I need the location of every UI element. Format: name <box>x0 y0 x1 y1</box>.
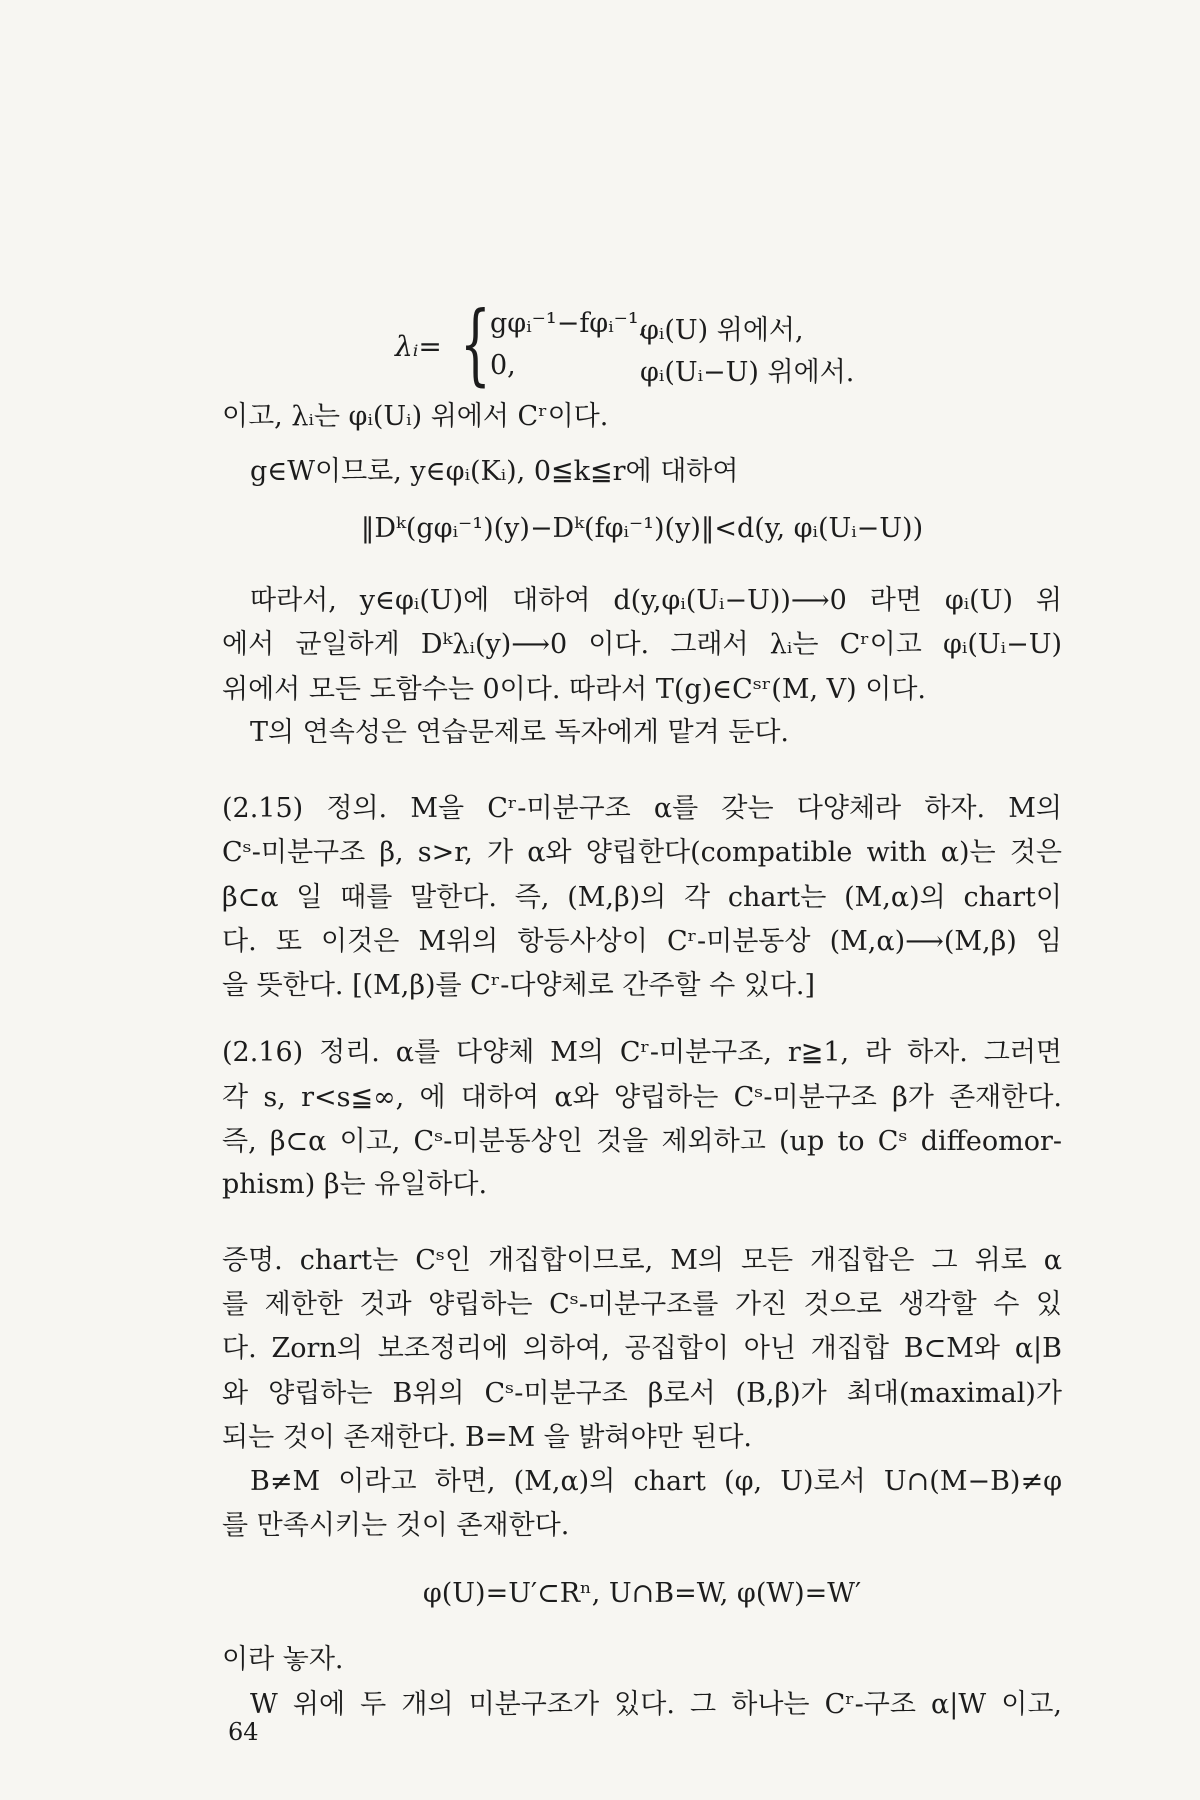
text-line: 를 만족시키는 것이 존재한다. <box>222 1510 570 1541</box>
theorem-heading-line: (2.16) 정리. α를 다양체 M의 Cʳ-미분구조, r≧1, 라 하자. 그러면 <box>222 1037 1062 1068</box>
formula-case1: gφᵢ⁻¹−fφᵢ⁻¹, <box>490 308 648 339</box>
text-line: 다. 또 이것은 M위의 항등사상이 Cʳ-미분동상 (M,α)⟶(M,β) 임 <box>222 926 1062 957</box>
text-line: 와 양립하는 B위의 Cˢ-미분구조 β로서 (B,β)가 최대(maximal)가 <box>222 1378 1062 1409</box>
definition-heading-line: (2.15) 정의. M을 Cʳ-미분구조 α를 갖는 다양체라 하자. M의 <box>222 793 1062 824</box>
page-number: 64 <box>228 1718 259 1746</box>
text-line: 각 s, r<s≦∞, 에 대하여 α와 양립하는 Cˢ-미분구조 β가 존재한다. <box>222 1082 1062 1113</box>
text-line: 따라서, y∈φᵢ(U)에 대하여 d(y,φᵢ(Uᵢ−U))⟶0 라면 φᵢ(U) 위 <box>250 585 1062 616</box>
text-line: 다. Zorn의 보조정리에 의하여, 공집합이 아닌 개집합 B⊂M와 α|B <box>222 1333 1062 1364</box>
formula-case2: 0, <box>490 350 516 381</box>
text-line: 에서 균일하게 Dᵏλᵢ(y)⟶0 이다. 그래서 λᵢ는 Cʳ이고 φᵢ(Uᵢ−U) <box>222 629 1062 660</box>
text-line: B≠M 이라고 하면, (M,α)의 chart (φ, U)로서 U∩(M−B)≠φ <box>250 1466 1062 1497</box>
text-line: 이고, λᵢ는 φᵢ(Uᵢ) 위에서 Cʳ이다. <box>222 401 609 432</box>
formula-cond2: φᵢ(Uᵢ−U) 위에서. <box>640 357 855 388</box>
text-line: 즉, β⊂α 이고, Cˢ-미분동상인 것을 제외하고 (up to Cˢ diffeomor- <box>222 1126 1062 1157</box>
display-inequality: ‖Dᵏ(gφᵢ⁻¹)(y)−Dᵏ(fφᵢ⁻¹)(y)‖<d(y, φᵢ(Uᵢ−U)) <box>360 513 924 544</box>
text-line: Cˢ-미분구조 β, s>r, 가 α와 양립한다(compatible with α)는 것은 <box>222 837 1062 868</box>
text-line: W 위에 두 개의 미분구조가 있다. 그 하나는 Cʳ-구조 α|W 이고, <box>250 1689 1062 1720</box>
text-line: 위에서 모든 도함수는 0이다. 따라서 T(g)∈Cˢʳ(M, V) 이다. <box>222 674 927 705</box>
text-line: 를 제한한 것과 양립하는 Cˢ-미분구조를 가진 것으로 생각할 수 있 <box>222 1289 1062 1320</box>
text-line: 이라 놓자. <box>222 1644 344 1675</box>
formula-lhs: λᵢ= <box>395 330 442 363</box>
formula-cond1: φᵢ(U) 위에서, <box>640 315 804 346</box>
text-line: β⊂α 일 때를 말한다. 즉, (M,β)의 각 chart는 (M,α)의 chart이 <box>222 882 1062 913</box>
text-line: T의 연속성은 연습문제로 독자에게 맡겨 둔다. <box>250 717 789 748</box>
proof-heading-line: 증명. chart는 Cˢ인 개집합이므로, M의 모든 개집합은 그 위로 α <box>222 1245 1062 1276</box>
display-equation: φ(U)=U′⊂Rⁿ, U∩B=W, φ(W)=W′ <box>422 1578 862 1609</box>
text-line: 되는 것이 존재한다. B=M 을 밝혀야만 된다. <box>222 1422 752 1453</box>
formula-brace: { <box>460 292 491 395</box>
text-line: 을 뜻한다. [(M,β)를 Cʳ-다양체로 간주할 수 있다.] <box>222 970 816 1001</box>
text-line: phism) β는 유일하다. <box>222 1169 488 1200</box>
text-line: g∈W이므로, y∈φᵢ(Kᵢ), 0≦k≦r에 대하여 <box>250 456 739 487</box>
